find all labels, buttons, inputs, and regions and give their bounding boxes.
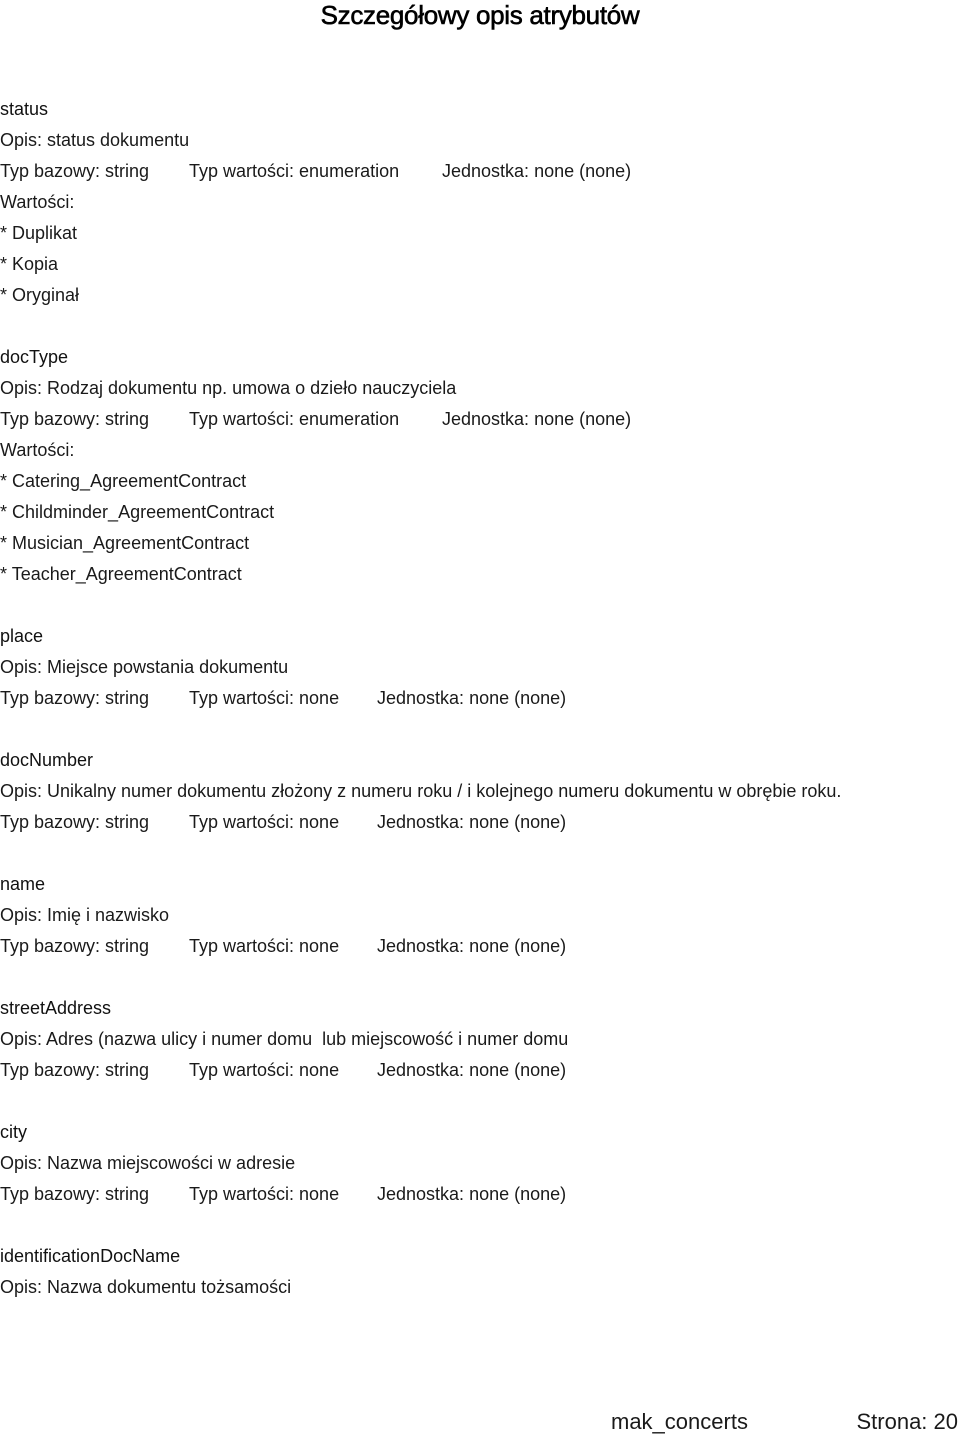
base-type-value: string xyxy=(105,1060,150,1080)
attribute-types xyxy=(0,1055,958,1086)
attribute-place xyxy=(0,621,958,714)
attribute-description xyxy=(0,1272,958,1303)
unit-label: Jednostka: xyxy=(377,812,470,832)
value-type xyxy=(189,1055,377,1086)
attribute-types xyxy=(0,683,958,714)
description-text: Nazwa miejscowości w adresie xyxy=(47,1153,296,1173)
base-type-value: string xyxy=(105,1184,150,1204)
unit xyxy=(442,161,631,181)
value-type xyxy=(189,1179,377,1210)
base-type xyxy=(0,683,189,714)
block-spacer xyxy=(0,962,958,993)
attribute-doctype xyxy=(0,342,958,590)
base-type xyxy=(0,404,189,435)
attribute-streetaddress xyxy=(0,993,958,1086)
unit-value: none (none) xyxy=(534,161,632,181)
base-type-value: string xyxy=(105,812,150,832)
value-text: Childminder_AgreementContract xyxy=(12,502,275,522)
attribute-types xyxy=(0,931,958,962)
value-item xyxy=(0,466,958,497)
unit-label: Jednostka: xyxy=(442,161,535,181)
value-item xyxy=(0,280,958,311)
attribute-name: identificationDocName xyxy=(0,1246,181,1266)
footer-page-number: Strona: 20 xyxy=(856,1409,958,1434)
attribute-types xyxy=(0,807,958,838)
base-type xyxy=(0,156,189,187)
value-type-value: none xyxy=(299,688,340,708)
attribute-types xyxy=(0,156,958,187)
page-footer xyxy=(0,1406,958,1438)
value-type-label: Typ wartości: xyxy=(189,1060,300,1080)
description-text: Miejsce powstania dokumentu xyxy=(47,657,289,677)
attribute-city xyxy=(0,1117,958,1210)
unit-label: Jednostka: xyxy=(377,1060,470,1080)
footer-document-name: mak_concerts xyxy=(611,1409,748,1434)
value-type-label: Typ wartości: xyxy=(189,688,300,708)
value-item xyxy=(0,497,958,528)
base-type-label: Typ bazowy: xyxy=(0,409,106,429)
value-type xyxy=(189,807,377,838)
values-label: Wartości: xyxy=(0,440,75,460)
opis-label: Opis: xyxy=(0,905,48,925)
unit xyxy=(377,1184,566,1204)
description-text: Adres (nazwa ulicy i numer domu lub miejscowość i numer domu xyxy=(46,1029,569,1049)
value-type-value: none xyxy=(299,936,340,956)
unit xyxy=(377,1060,566,1080)
attribute-name: name xyxy=(0,874,46,894)
block-spacer xyxy=(0,1086,958,1117)
base-type-value: string xyxy=(105,688,150,708)
unit-label: Jednostka: xyxy=(377,936,470,956)
base-type xyxy=(0,931,189,962)
unit-label: Jednostka: xyxy=(442,409,535,429)
value-type-value: none xyxy=(299,1184,340,1204)
unit-value: none (none) xyxy=(534,409,632,429)
attribute-description xyxy=(0,1024,958,1055)
base-type-label: Typ bazowy: xyxy=(0,812,106,832)
opis-label: Opis: xyxy=(0,1153,48,1173)
value-type-value: enumeration xyxy=(299,161,400,181)
unit-label: Jednostka: xyxy=(377,688,470,708)
bullet: * xyxy=(0,533,13,553)
base-type-label: Typ bazowy: xyxy=(0,688,106,708)
unit-value: none (none) xyxy=(469,688,567,708)
unit-value: none (none) xyxy=(469,1184,567,1204)
opis-label: Opis: xyxy=(0,1277,48,1297)
description-text: status dokumentu xyxy=(47,130,190,150)
value-type xyxy=(189,156,442,187)
description-text: Nazwa dokumentu tożsamości xyxy=(47,1277,292,1297)
base-type-value: string xyxy=(105,161,150,181)
block-spacer xyxy=(0,311,958,342)
attribute-name: docType xyxy=(0,347,69,367)
attribute-description xyxy=(0,900,958,931)
value-type-label: Typ wartości: xyxy=(189,936,300,956)
base-type-label: Typ bazowy: xyxy=(0,936,106,956)
bullet: * xyxy=(0,564,12,584)
value-type-value: enumeration xyxy=(299,409,400,429)
page-title: Szczegółowy opis atrybutów xyxy=(320,0,640,30)
attribute-name: status xyxy=(0,99,49,119)
value-type-value: none xyxy=(299,1060,340,1080)
attribute-docnumber xyxy=(0,745,958,838)
value-item xyxy=(0,528,958,559)
opis-label: Opis: xyxy=(0,781,48,801)
base-type-label: Typ bazowy: xyxy=(0,161,106,181)
attribute-name: city xyxy=(0,1122,27,1142)
value-text: Musician_AgreementContract xyxy=(12,533,250,553)
unit-value: none (none) xyxy=(469,1060,567,1080)
description-text: Imię i nazwisko xyxy=(47,905,170,925)
attribute-status xyxy=(0,94,958,311)
opis-label: Opis: xyxy=(0,378,48,398)
value-type-label: Typ wartości: xyxy=(189,812,300,832)
attribute-name: place xyxy=(0,626,44,646)
value-type-label: Typ wartości: xyxy=(189,409,300,429)
value-type xyxy=(189,931,377,962)
attribute-description xyxy=(0,1148,958,1179)
base-type xyxy=(0,1179,189,1210)
attribute-identificationdocname xyxy=(0,1241,958,1303)
value-text: Oryginał xyxy=(12,285,80,305)
opis-label: Opis: xyxy=(0,657,48,677)
value-item xyxy=(0,559,958,590)
attribute-name: docNumber xyxy=(0,750,94,770)
attribute-name: streetAddress xyxy=(0,998,112,1018)
unit xyxy=(442,409,631,429)
values-label: Wartości: xyxy=(0,192,75,212)
bullet: * xyxy=(0,502,13,522)
unit xyxy=(377,936,566,956)
attribute-name-block xyxy=(0,869,958,962)
value-text: Kopia xyxy=(12,254,59,274)
value-type-value: none xyxy=(299,812,340,832)
base-type-label: Typ bazowy: xyxy=(0,1060,106,1080)
value-type-label: Typ wartości: xyxy=(189,1184,300,1204)
value-item xyxy=(0,249,958,280)
unit xyxy=(377,688,566,708)
value-type xyxy=(189,683,377,714)
unit-value: none (none) xyxy=(469,812,567,832)
value-item xyxy=(0,218,958,249)
attribute-list xyxy=(0,94,958,1303)
description-text: Rodzaj dokumentu np. umowa o dzieło nauczyciela xyxy=(47,378,457,398)
base-type-label: Typ bazowy: xyxy=(0,1184,106,1204)
unit-label: Jednostka: xyxy=(377,1184,470,1204)
value-text: Catering_AgreementContract xyxy=(12,471,247,491)
description-text: Unikalny numer dokumentu złożony z numeru roku / i kolejnego numeru dokumentu w obrębie roku. xyxy=(47,781,842,801)
attribute-description xyxy=(0,776,958,807)
attribute-description xyxy=(0,125,958,156)
value-type xyxy=(189,404,442,435)
block-spacer xyxy=(0,590,958,621)
value-text: Duplikat xyxy=(12,223,78,243)
block-spacer xyxy=(0,1210,958,1241)
bullet: * xyxy=(0,471,13,491)
base-type-value: string xyxy=(105,936,150,956)
base-type-value: string xyxy=(105,409,150,429)
base-type xyxy=(0,807,189,838)
value-type-label: Typ wartości: xyxy=(189,161,300,181)
unit xyxy=(377,812,566,832)
value-text: Teacher_AgreementContract xyxy=(11,564,242,584)
attribute-description xyxy=(0,652,958,683)
bullet: * xyxy=(0,285,13,305)
base-type xyxy=(0,1055,189,1086)
attribute-types xyxy=(0,404,958,435)
block-spacer xyxy=(0,714,958,745)
opis-label: Opis: xyxy=(0,130,48,150)
opis-label: Opis: xyxy=(0,1029,47,1049)
bullet: * xyxy=(0,223,13,243)
unit-value: none (none) xyxy=(469,936,567,956)
attribute-description xyxy=(0,373,958,404)
bullet: * xyxy=(0,254,13,274)
block-spacer xyxy=(0,838,958,869)
attribute-types xyxy=(0,1179,958,1210)
